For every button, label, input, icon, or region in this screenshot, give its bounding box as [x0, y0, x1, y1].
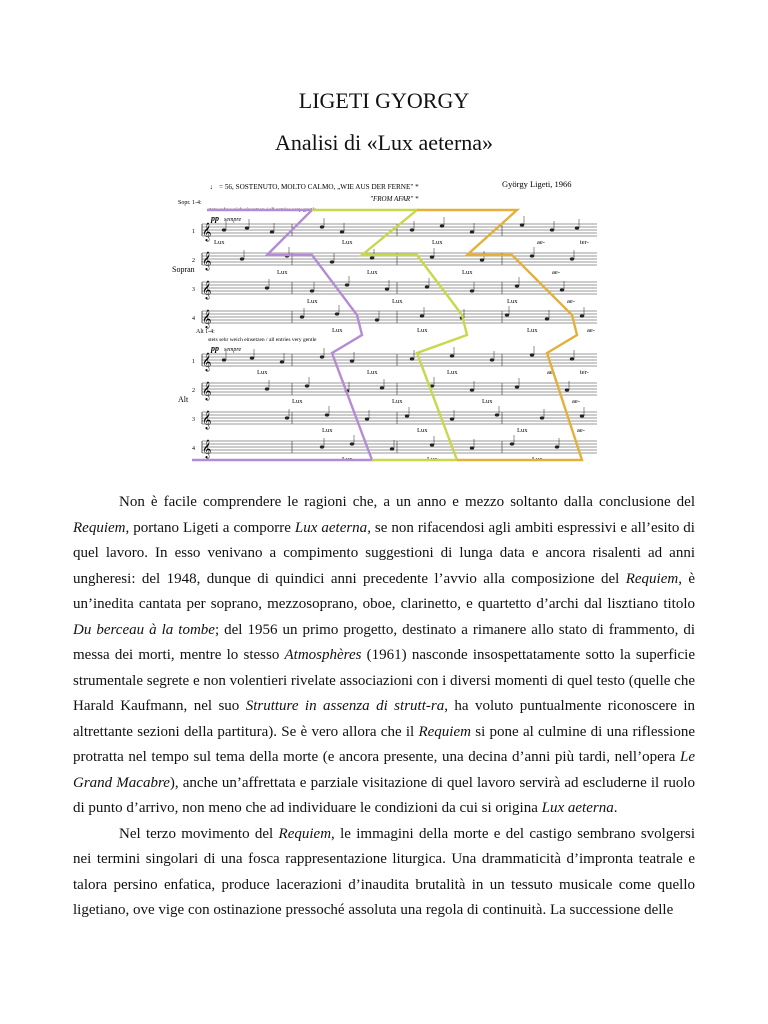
lyric-syllable: Lux: [507, 298, 518, 305]
body-text: [73, 490, 695, 924]
notehead: [350, 442, 354, 445]
sopr-instruction: stets sehr weich einsetzen / all entries very gentle: [208, 207, 317, 213]
text-run: , portano Ligeti a comporre: [125, 519, 295, 536]
notehead: [505, 313, 509, 316]
notehead: [440, 224, 444, 227]
notehead: [325, 413, 329, 416]
alt-dynamic-word: sempre: [224, 347, 242, 353]
notehead: [560, 288, 564, 291]
notehead: [345, 283, 349, 286]
text-run: .: [613, 800, 618, 816]
text-run: Requiem: [625, 570, 679, 587]
notehead: [240, 257, 244, 260]
lyric-syllable: ae-: [547, 369, 555, 376]
notehead: [545, 317, 549, 320]
notehead: [380, 386, 384, 389]
notehead: [575, 226, 579, 229]
notehead: [515, 284, 519, 287]
notehead: [530, 353, 534, 356]
notehead: [305, 384, 309, 387]
lyric-syllable: Lux: [292, 398, 303, 405]
notehead: [222, 228, 226, 231]
notehead: [320, 355, 324, 358]
document-subtitle: Analisi di «Lux aeterna»: [274, 130, 494, 155]
score-composer: György Ligeti, 1966: [502, 179, 572, 189]
lyric-syllable: Lux: [367, 369, 378, 376]
text-run: Du berceau à la tombe: [73, 621, 215, 638]
lyric-syllable: Lux: [427, 456, 438, 463]
text-run: Lux aeterna: [294, 519, 368, 536]
notehead: [495, 413, 499, 416]
treble-clef: 𝄞: [202, 309, 212, 328]
lyric-syllable: Lux: [482, 398, 493, 405]
notehead: [555, 445, 559, 448]
lyric-syllable: Lux: [417, 327, 428, 334]
notehead: [540, 416, 544, 419]
lyric-syllable: Lux: [322, 427, 333, 434]
notehead: [300, 315, 304, 318]
treble-clef: 𝄞: [202, 222, 212, 241]
notehead: [222, 358, 226, 361]
lyric-syllable: ae-: [537, 239, 545, 246]
notehead: [320, 445, 324, 448]
lyric-syllable: Lux: [367, 269, 378, 276]
notehead: [320, 225, 324, 228]
lyrics-group: [214, 239, 595, 463]
lyric-syllable: Lux: [342, 239, 353, 246]
alt-section-label: Alt: [178, 395, 189, 404]
text-run: , è un’inedita cantata per soprano, mezzosoprano, oboe, clarinetto, e quartetto d’archi dal lisztiano titolo: [73, 570, 695, 612]
text-run: Nel terzo movimento del: [119, 825, 279, 842]
notehead: [405, 414, 409, 417]
staff-number: 2: [192, 388, 195, 394]
notehead: [490, 358, 494, 361]
lyric-syllable: Lux: [392, 398, 403, 405]
lyric-syllable: ae-: [577, 427, 585, 434]
notehead: [335, 312, 339, 315]
notehead: [285, 416, 289, 419]
notehead: [310, 289, 314, 292]
notehead: [420, 314, 424, 317]
notehead: [265, 387, 269, 390]
lyric-syllable: Lux: [462, 269, 473, 276]
text-run: , se non rifacendosi agli ambiti espressivi e all’esito di quel lavoro. In esso venivano a compimento suggestioni di lunga data e ancora risalenti ad anni ungheresi: del 1948, dunque di quindici anni precedente l’avvio alla composizione del: [73, 519, 695, 587]
text-run: ), anche un’affrettata e parziale visitazione di quel lavoro servirà ad escluderne il ruolo di punto d’arrivo, non meno che ad individuare le condizioni da cui si origina: [73, 774, 695, 816]
notehead: [280, 360, 284, 363]
text-run: Requiem: [278, 825, 332, 842]
text-run: si pone al culmine di una riflessione protratta nel tempo sul tema della morte (e ancora presente, una decina d’anni più tardi, nell’opera: [73, 723, 695, 765]
text-run: Requiem: [73, 519, 126, 536]
notehead: [365, 417, 369, 420]
notehead: [250, 356, 254, 359]
notehead: [430, 443, 434, 446]
lyric-syllable: Lux: [532, 456, 543, 463]
alt-label: Alt 1-4:: [196, 329, 215, 335]
notehead: [510, 442, 514, 445]
text-run: , ha voluto puntualmente riconoscere in altrettante sezioni della partitura). Se è vero allora che il: [73, 698, 695, 740]
treble-clef: 𝄞: [202, 381, 212, 400]
text-run: Atmosphères: [284, 647, 362, 663]
notehead: [480, 258, 484, 261]
lyric-syllable: Lux: [417, 427, 428, 434]
treble-clef: 𝄞: [202, 352, 212, 371]
staff-number: 3: [192, 417, 195, 423]
notehead: [430, 255, 434, 258]
lyric-syllable: Lux: [432, 239, 443, 246]
notehead: [515, 385, 519, 388]
lyric-syllable: ae-: [587, 327, 595, 334]
lyric-syllable: Lux: [392, 298, 403, 305]
notehead: [375, 318, 379, 321]
staff-number: 4: [192, 316, 195, 322]
score-tempo: ♩ = 56, SOSTENUTO, MOLTO CALMO, „WIE AUS DER FERNE" *: [210, 183, 419, 191]
notehead: [470, 289, 474, 292]
treble-clef: 𝄞: [202, 280, 212, 299]
notehead: [520, 223, 524, 226]
notehead: [390, 447, 394, 450]
staff-number: 4: [192, 446, 195, 452]
paragraph-2: [73, 822, 695, 924]
notehead: [550, 228, 554, 231]
notehead: [265, 286, 269, 289]
alt-instruction: stets sehr weich einsetzen / all entries very gentle: [208, 337, 317, 343]
notehead: [385, 287, 389, 290]
notehead: [530, 254, 534, 257]
lyric-syllable: ae-: [552, 269, 560, 276]
soprani-label: Sopran: [172, 265, 195, 274]
staff-number: 1: [192, 359, 195, 365]
lyric-syllable: Lux: [214, 239, 225, 246]
paragraph-1: [73, 490, 695, 822]
notehead: [570, 257, 574, 260]
text-run: Requiem: [418, 723, 471, 740]
lyric-syllable: Lux: [527, 327, 538, 334]
notehead: [450, 354, 454, 357]
notehead: [410, 357, 414, 360]
notehead: [470, 388, 474, 391]
text-run: Strutture in assenza di strutt-ra: [245, 698, 445, 714]
notehead: [350, 359, 354, 362]
yellowgreen-entry-line: [312, 210, 467, 460]
text-run: (1961) nasconde insospettatamente sotto la superficie strumentale segrete e non volentieri rivelate associazioni con i diversi momenti di quel testo (quelle che Harald Kaufmann, nel suo: [73, 647, 695, 714]
text-run: ; del 1956 un primo progetto, destinato a rimanere allo stato di frammento, di messa dei morti, mentre lo stesso: [73, 621, 695, 663]
lyric-syllable: Lux: [307, 298, 318, 305]
lyric-syllable: Lux: [257, 369, 268, 376]
notehead: [340, 230, 344, 233]
notehead: [580, 314, 584, 317]
notehead: [370, 256, 374, 259]
notehead: [330, 260, 334, 263]
text-run: Le Grand Macabre: [73, 749, 695, 791]
sopr-label: Sopr. 1-4:: [178, 200, 202, 206]
treble-clef: 𝄞: [202, 251, 212, 270]
notehead: [565, 388, 569, 391]
notehead: [410, 228, 414, 231]
treble-clef: 𝄞: [202, 410, 212, 429]
lyric-syllable: ae-: [572, 398, 580, 405]
lyric-syllable: ter-: [580, 369, 589, 376]
lyric-syllable: Lux: [342, 456, 353, 463]
score-excerpt-image: [172, 170, 602, 465]
staff-number: 1: [192, 229, 195, 235]
staff-number: 2: [192, 258, 195, 264]
lyric-syllable: Lux: [447, 369, 458, 376]
treble-clef: 𝄞: [202, 439, 212, 458]
lyric-syllable: ae-: [567, 298, 575, 305]
text-run: , le immagini della morte e del castigo sembrano svolgersi nei termini singolari di una fosca rappresentazione liturgica. Una drammaticità d’impronta teatrale e talora persino enfatica, produce lacerazioni d’inaudita brutalità in un tessuto musicale come quello ligetiano, ove vige con ostinazione pressoché assoluta una regola di continuità. La successione delle: [73, 825, 695, 918]
document-title: LIGETI GYORGY: [298, 88, 470, 113]
notehead: [270, 230, 274, 233]
lyric-syllable: Lux: [332, 327, 343, 334]
notehead: [245, 226, 249, 229]
lyric-syllable: Lux: [517, 427, 528, 434]
text-run: Lux aeterna: [541, 800, 614, 816]
purple-entry-line: [192, 210, 372, 460]
sopr-dynamic-word: sempre: [224, 217, 242, 223]
alt-dynamic: pp: [211, 344, 219, 353]
notehead: [425, 285, 429, 288]
staff-number: 3: [192, 287, 195, 293]
notehead: [580, 414, 584, 417]
text-run: Non è facile comprendere le ragioni che, a un anno e mezzo soltanto dalla conclusione del: [119, 494, 695, 510]
notehead: [470, 230, 474, 233]
score-from-afar: "FROM AFAR" *: [370, 195, 419, 203]
sopr-dynamic: pp: [211, 214, 219, 223]
lyric-syllable: Lux: [277, 269, 288, 276]
lyric-syllable: ter-: [580, 239, 589, 246]
notehead: [450, 417, 454, 420]
notehead: [470, 446, 474, 449]
notehead: [570, 357, 574, 360]
